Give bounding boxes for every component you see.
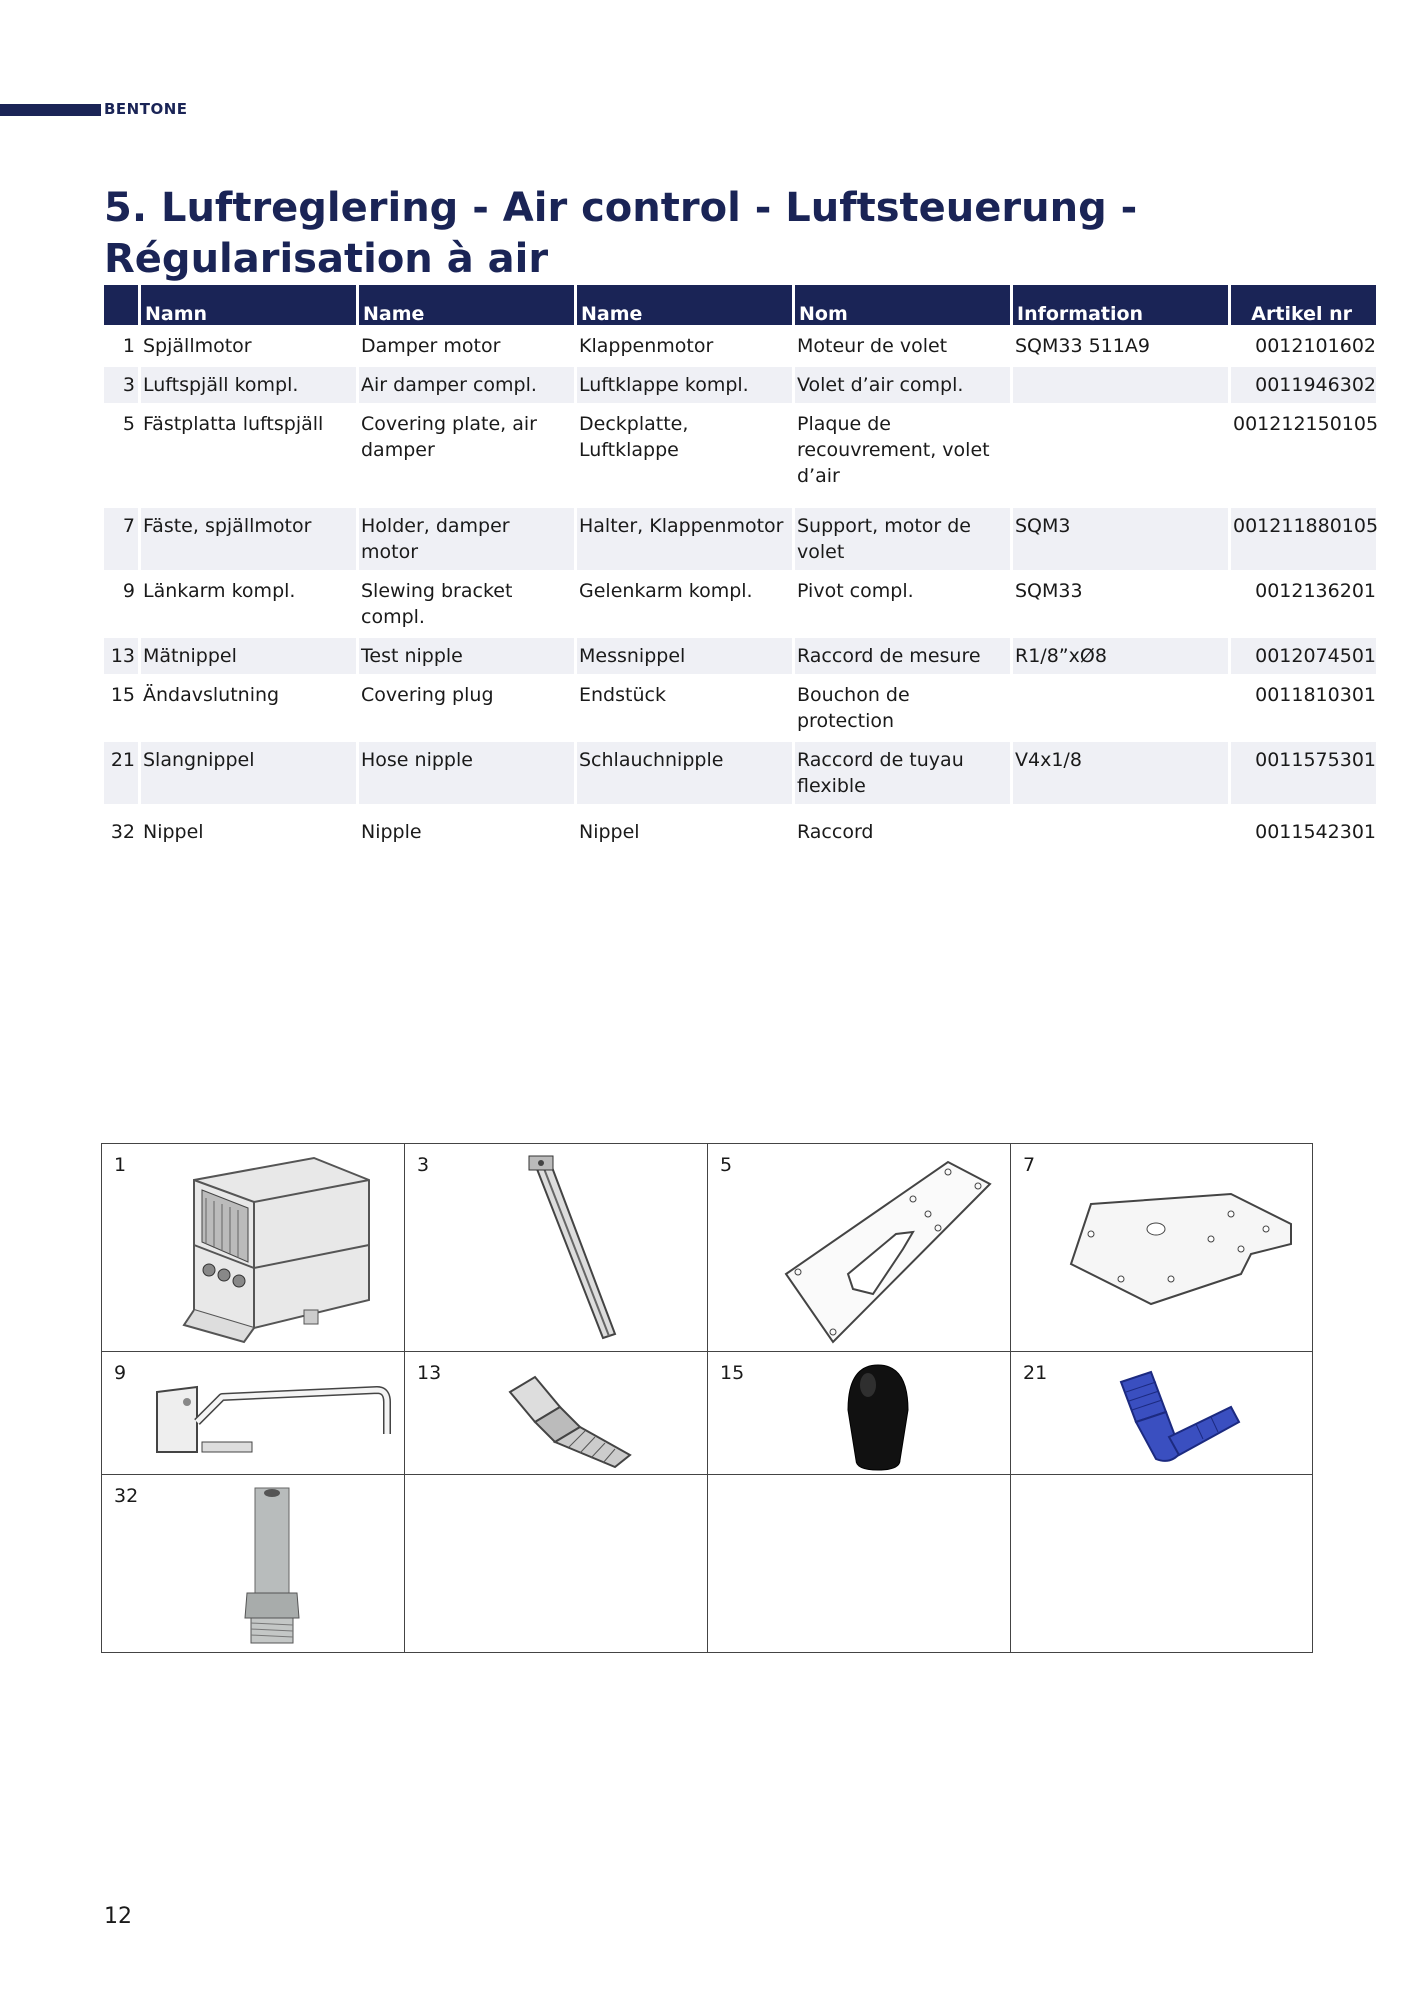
cell-info: SQM33 511A9 — [1015, 335, 1150, 357]
cell-fr: Bouchon de protection — [797, 684, 910, 732]
air-damper-icon — [515, 1154, 635, 1349]
row-number: 3 — [104, 367, 138, 403]
cell-sv: Slangnippel — [141, 742, 356, 804]
cell-sv: Ändavslutning — [143, 684, 280, 706]
cell-info: V4x1/8 — [1013, 742, 1228, 804]
row-number: 9 — [122, 580, 135, 602]
image-label: 7 — [1023, 1154, 1036, 1176]
cell-sv: Nippel — [143, 821, 204, 843]
row-number: 1 — [122, 335, 135, 357]
cell-info — [1013, 677, 1228, 739]
cell-fr: Support, motor de volet — [795, 508, 1010, 570]
cell-info — [1013, 406, 1228, 505]
cell-info: R1/8”xØ8 — [1013, 638, 1228, 674]
page-number: 12 — [104, 1904, 132, 1929]
table-row — [104, 508, 1376, 570]
cell-article: 0012136201 — [1255, 580, 1376, 602]
cell-article: 0012101602 — [1255, 335, 1376, 357]
cell-fr: Moteur de volet — [797, 335, 948, 357]
image-cell — [102, 1352, 405, 1475]
table-row — [104, 638, 1376, 674]
cell-sv: Luftspjäll kompl. — [141, 367, 356, 403]
cell-fr: Raccord — [797, 821, 874, 843]
cell-sv: Spjällmotor — [143, 335, 252, 357]
table-header-row — [104, 285, 1376, 325]
cell-fr: Raccord de mesure — [795, 638, 1010, 674]
cell-de: Schlauchnipple — [577, 742, 792, 804]
cell-en: Damper motor — [361, 335, 501, 357]
table-row — [104, 742, 1376, 804]
row-number: 7 — [104, 508, 138, 570]
cell-de: Gelenkarm kompl. — [579, 580, 753, 602]
cell-info — [1013, 807, 1228, 850]
image-cell — [708, 1352, 1011, 1475]
cell-fr: Volet d’air compl. — [795, 367, 1010, 403]
nipple-icon — [237, 1483, 307, 1648]
cell-en: Hose nipple — [359, 742, 574, 804]
cell-en: Air damper compl. — [359, 367, 574, 403]
row-number: 32 — [110, 821, 135, 843]
page-title: 5. Luftreglering - Air control - Luftsteuerung - Régularisation à air — [104, 185, 1138, 282]
cell-de: Klappenmotor — [579, 335, 714, 357]
table-row — [104, 328, 1376, 364]
image-cell — [1011, 1352, 1312, 1475]
cell-fr: Pivot compl. — [797, 580, 914, 602]
brand-name: BENTONE — [104, 100, 188, 118]
table-row — [104, 406, 1376, 505]
image-cell — [1011, 1144, 1312, 1352]
header-num — [104, 285, 138, 325]
table-row — [104, 807, 1376, 850]
cell-article: 001212150105 — [1233, 413, 1379, 435]
cell-en: Slewing bracket compl. — [361, 580, 513, 628]
image-cell-empty — [1011, 1475, 1312, 1652]
hose-nipple-icon — [1111, 1367, 1251, 1472]
image-cell — [102, 1144, 405, 1352]
header-nom: Nom — [795, 285, 1010, 325]
covering-plug-icon — [838, 1360, 918, 1475]
image-label: 5 — [720, 1154, 733, 1176]
cell-article: 0011575301 — [1231, 742, 1376, 804]
cell-en: Covering plate, air damper — [361, 413, 537, 461]
cell-de: Luftklappe kompl. — [577, 367, 792, 403]
cell-de: Nippel — [579, 821, 640, 843]
parts-image-grid — [101, 1143, 1313, 1653]
cell-sv: Fäste, spjällmotor — [141, 508, 356, 570]
cell-article: 0011810301 — [1255, 684, 1376, 706]
header-name-de: Name — [577, 285, 792, 325]
cell-de: Messnippel — [577, 638, 792, 674]
holder-plate-icon — [1061, 1184, 1301, 1324]
cell-article: 0011946302 — [1231, 367, 1376, 403]
image-label: 1 — [114, 1154, 127, 1176]
table-row — [104, 677, 1376, 739]
header-name-en: Name — [359, 285, 574, 325]
cell-sv: Mätnippel — [141, 638, 356, 674]
cell-article: 0012074501 — [1231, 638, 1376, 674]
image-cell-empty — [405, 1475, 708, 1652]
image-label: 21 — [1023, 1362, 1048, 1384]
table-row — [104, 367, 1376, 403]
table-row — [104, 573, 1376, 635]
cell-fr: Plaque de recouvrement, volet d’air — [797, 413, 990, 487]
cell-en: Test nipple — [359, 638, 574, 674]
test-nipple-icon — [505, 1367, 645, 1472]
brand-bar — [0, 104, 101, 116]
header-namn: Namn — [141, 285, 356, 325]
cell-de: Endstück — [579, 684, 666, 706]
row-number: 21 — [104, 742, 138, 804]
cell-sv: Fästplatta luftspjäll — [143, 413, 324, 435]
image-label: 15 — [720, 1362, 745, 1384]
row-number: 15 — [110, 684, 135, 706]
row-number: 5 — [122, 413, 135, 435]
image-label: 3 — [417, 1154, 430, 1176]
parts-table — [101, 282, 1379, 853]
image-cell — [405, 1144, 708, 1352]
image-label: 13 — [417, 1362, 442, 1384]
image-cell — [102, 1475, 405, 1652]
cell-fr: Raccord de tuyau flexible — [795, 742, 1010, 804]
image-cell-empty — [708, 1475, 1011, 1652]
image-label: 32 — [114, 1485, 139, 1507]
cell-article: 0011542301 — [1255, 821, 1376, 843]
image-label: 9 — [114, 1362, 127, 1384]
cell-sv: Länkarm kompl. — [143, 580, 296, 602]
cell-en: Covering plug — [361, 684, 494, 706]
header-information: Information — [1013, 285, 1228, 325]
cell-info: SQM3 — [1013, 508, 1228, 570]
cell-info — [1013, 367, 1228, 403]
slewing-bracket-icon — [152, 1362, 397, 1472]
row-number: 13 — [104, 638, 138, 674]
image-cell — [405, 1352, 708, 1475]
damper-motor-icon — [164, 1150, 384, 1345]
cell-en: Holder, damper motor — [359, 508, 574, 570]
covering-plate-icon — [778, 1154, 998, 1344]
image-cell — [708, 1144, 1011, 1352]
cell-article: 001211880105 — [1231, 508, 1376, 570]
cell-de: Halter, Klappenmotor — [577, 508, 792, 570]
cell-info: SQM33 — [1015, 580, 1083, 602]
cell-de: Deckplatte, Luftklappe — [579, 413, 689, 461]
header-artikel-nr: Artikel nr — [1231, 285, 1376, 325]
cell-en: Nipple — [361, 821, 422, 843]
